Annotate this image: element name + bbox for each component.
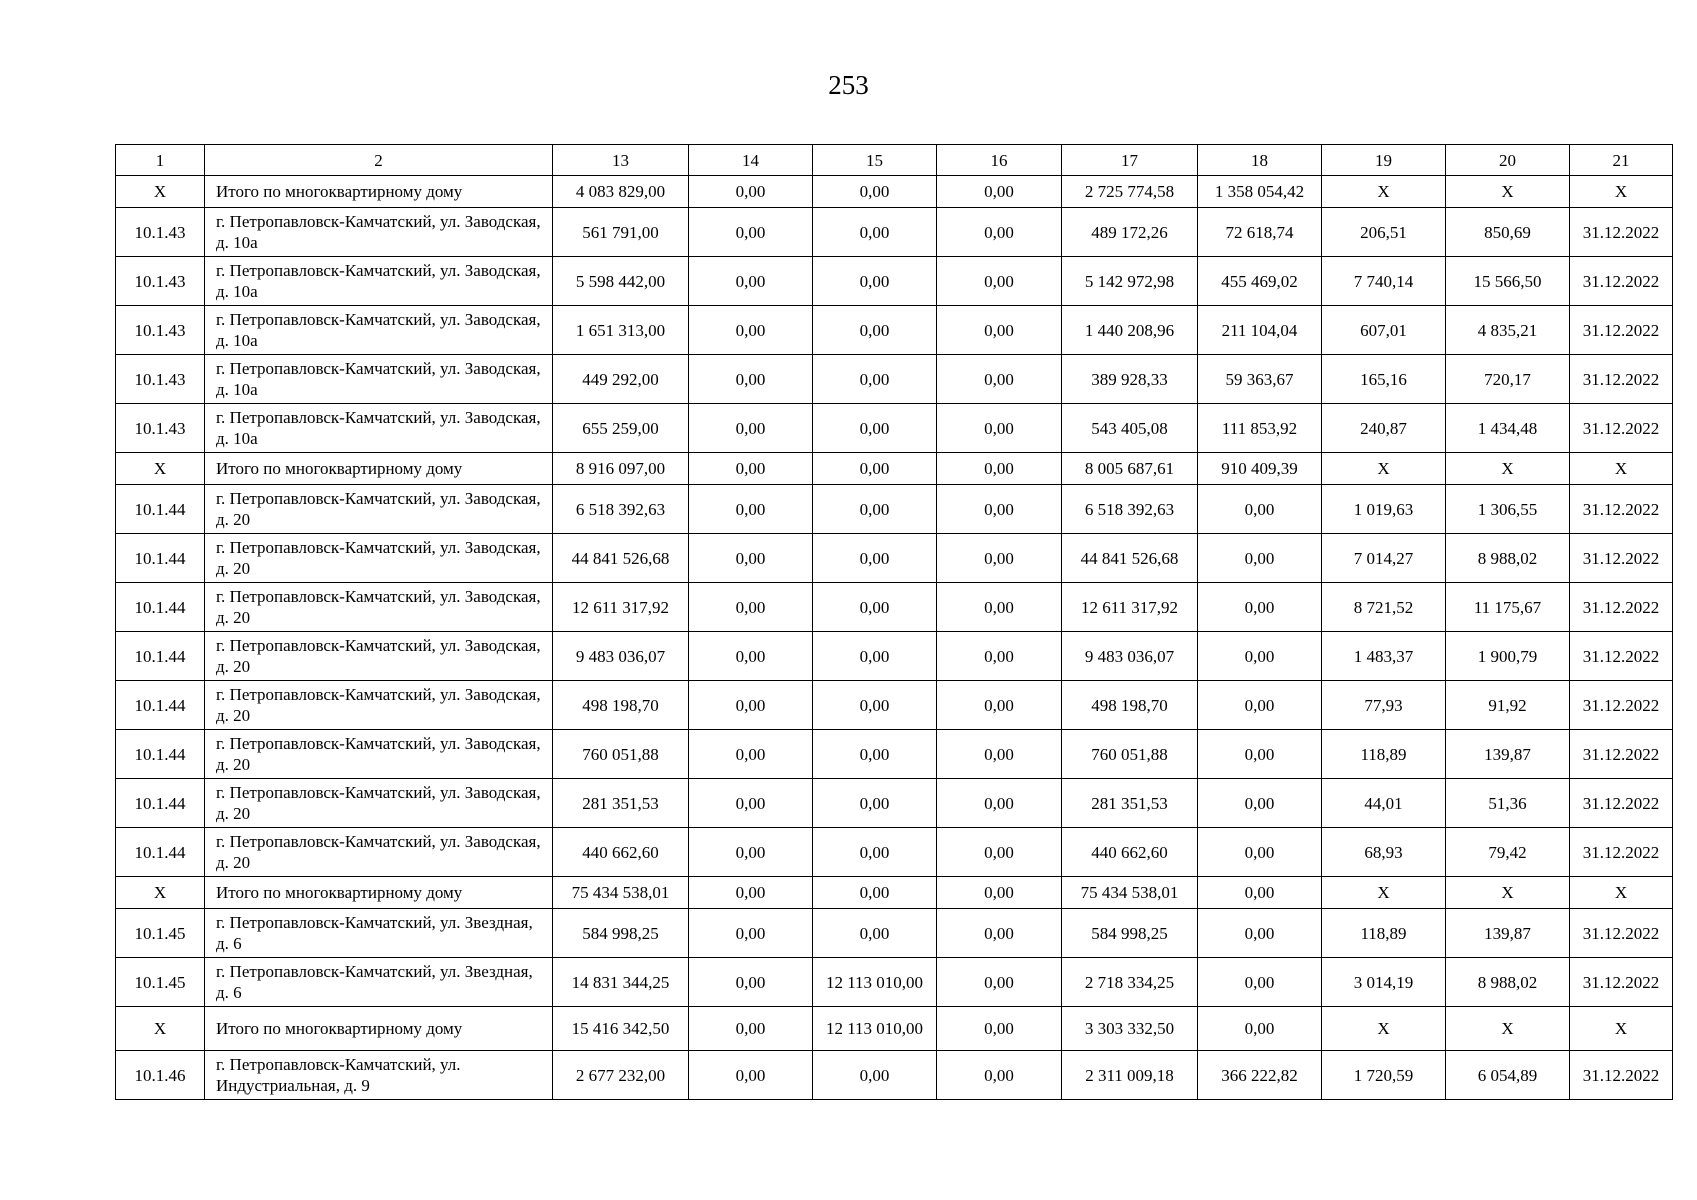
cell-col-17: 1 440 208,96 [1062,306,1198,355]
cell-col-16: 0,00 [937,779,1062,828]
cell-col-19: 7 740,14 [1322,257,1446,306]
cell-col-15: 0,00 [813,583,937,632]
header-cell-col-13: 13 [553,145,689,176]
cell-col-15: 0,00 [813,355,937,404]
cell-col-number: 10.1.44 [116,485,205,534]
cell-col-address: г. Петропавловск-Камчатский, ул. Заводская, д. 20 [205,632,553,681]
cell-col-14: 0,00 [689,176,813,208]
table-row [116,534,1673,583]
cell-col-14: 0,00 [689,730,813,779]
cell-col-21: 31.12.2022 [1570,257,1673,306]
cell-col-18: 0,00 [1198,583,1322,632]
cell-col-20: 1 306,55 [1446,485,1570,534]
cell-col-17: 760 051,88 [1062,730,1198,779]
header-cell-col-20: 20 [1446,145,1570,176]
cell-col-19: 165,16 [1322,355,1446,404]
cell-col-15: 0,00 [813,534,937,583]
cell-col-16: 0,00 [937,534,1062,583]
cell-col-number: 10.1.45 [116,909,205,958]
table-row [116,632,1673,681]
cell-col-18: 0,00 [1198,681,1322,730]
cell-col-20: 4 835,21 [1446,306,1570,355]
cell-col-14: 0,00 [689,909,813,958]
cell-col-18: 211 104,04 [1198,306,1322,355]
cell-col-address: Итого по многоквартирному дому [205,877,553,909]
total-row [116,453,1673,485]
cell-col-14: 0,00 [689,453,813,485]
cell-col-number: 10.1.46 [116,1051,205,1100]
cell-col-14: 0,00 [689,1007,813,1051]
table-row [116,404,1673,453]
total-row [116,176,1673,208]
cell-col-15: 0,00 [813,681,937,730]
cell-col-13: 760 051,88 [553,730,689,779]
cell-col-15: 12 113 010,00 [813,1007,937,1051]
cell-col-number: 10.1.44 [116,681,205,730]
cell-col-number: 10.1.44 [116,828,205,877]
cell-col-18: 0,00 [1198,1007,1322,1051]
cell-col-14: 0,00 [689,877,813,909]
cell-col-18: 0,00 [1198,485,1322,534]
cell-col-15: 0,00 [813,257,937,306]
cell-col-20: 79,42 [1446,828,1570,877]
cell-col-number: 10.1.45 [116,958,205,1007]
cell-col-19: 77,93 [1322,681,1446,730]
cell-col-13: 655 259,00 [553,404,689,453]
cell-col-16: 0,00 [937,355,1062,404]
cell-col-19: 118,89 [1322,909,1446,958]
cell-col-19: 1 720,59 [1322,1051,1446,1100]
header-row [116,145,1673,176]
cell-col-19: 1 019,63 [1322,485,1446,534]
cell-col-address: г. Петропавловск-Камчатский, ул. Заводская, д. 10а [205,208,553,257]
header-cell-col-15: 15 [813,145,937,176]
cell-col-17: 440 662,60 [1062,828,1198,877]
cell-col-14: 0,00 [689,779,813,828]
cell-col-20: 8 988,02 [1446,534,1570,583]
cell-col-17: 498 198,70 [1062,681,1198,730]
cell-col-14: 0,00 [689,958,813,1007]
cell-col-21: 31.12.2022 [1570,909,1673,958]
cell-col-13: 1 651 313,00 [553,306,689,355]
table-row [116,909,1673,958]
header-cell-col-19: 19 [1322,145,1446,176]
cell-col-address: г. Петропавловск-Камчатский, ул. Заводская, д. 20 [205,583,553,632]
cell-col-13: 440 662,60 [553,828,689,877]
cell-col-15: 0,00 [813,779,937,828]
table-row [116,257,1673,306]
cell-col-21: 31.12.2022 [1570,404,1673,453]
total-row [116,877,1673,909]
cell-col-21: 31.12.2022 [1570,485,1673,534]
cell-col-19: 240,87 [1322,404,1446,453]
cell-col-20: Х [1446,176,1570,208]
cell-col-15: 0,00 [813,632,937,681]
cell-col-15: 0,00 [813,730,937,779]
cell-col-21: 31.12.2022 [1570,583,1673,632]
cell-col-address: г. Петропавловск-Камчатский, ул. Звездная, д. 6 [205,958,553,1007]
cell-col-number: Х [116,1007,205,1051]
table-row [116,730,1673,779]
cell-col-16: 0,00 [937,909,1062,958]
cell-col-18: 1 358 054,42 [1198,176,1322,208]
table-row [116,958,1673,1007]
header-cell-col-17: 17 [1062,145,1198,176]
cell-col-20: 720,17 [1446,355,1570,404]
cell-col-17: 3 303 332,50 [1062,1007,1198,1051]
cell-col-16: 0,00 [937,306,1062,355]
cell-col-17: 8 005 687,61 [1062,453,1198,485]
cell-col-20: 51,36 [1446,779,1570,828]
cell-col-14: 0,00 [689,534,813,583]
cell-col-20: Х [1446,1007,1570,1051]
cell-col-address: г. Петропавловск-Камчатский, ул. Заводская, д. 20 [205,828,553,877]
cell-col-19: 118,89 [1322,730,1446,779]
header-cell-col-address: 2 [205,145,553,176]
cell-col-18: 366 222,82 [1198,1051,1322,1100]
cell-col-15: 0,00 [813,909,937,958]
header-cell-col-21: 21 [1570,145,1673,176]
cell-col-18: 0,00 [1198,958,1322,1007]
cell-col-17: 2 718 334,25 [1062,958,1198,1007]
cell-col-19: Х [1322,1007,1446,1051]
cell-col-17: 2 725 774,58 [1062,176,1198,208]
cell-col-15: 12 113 010,00 [813,958,937,1007]
cell-col-13: 14 831 344,25 [553,958,689,1007]
cell-col-20: 8 988,02 [1446,958,1570,1007]
header-cell-col-18: 18 [1198,145,1322,176]
cell-col-21: 31.12.2022 [1570,306,1673,355]
cell-col-21: 31.12.2022 [1570,730,1673,779]
cell-col-address: Итого по многоквартирному дому [205,176,553,208]
cell-col-21: 31.12.2022 [1570,1051,1673,1100]
cell-col-number: Х [116,877,205,909]
cell-col-number: 10.1.43 [116,208,205,257]
cell-col-19: 3 014,19 [1322,958,1446,1007]
table-row [116,306,1673,355]
table-row [116,485,1673,534]
cell-col-19: 7 014,27 [1322,534,1446,583]
cell-col-number: 10.1.44 [116,632,205,681]
cell-col-17: 281 351,53 [1062,779,1198,828]
cell-col-15: 0,00 [813,877,937,909]
cell-col-18: 0,00 [1198,779,1322,828]
cell-col-17: 543 405,08 [1062,404,1198,453]
cell-col-number: 10.1.43 [116,306,205,355]
cell-col-20: 850,69 [1446,208,1570,257]
cell-col-15: 0,00 [813,306,937,355]
cell-col-13: 449 292,00 [553,355,689,404]
cell-col-16: 0,00 [937,176,1062,208]
cell-col-21: Х [1570,1007,1673,1051]
cell-col-13: 44 841 526,68 [553,534,689,583]
cell-col-18: 0,00 [1198,534,1322,583]
cell-col-20: Х [1446,877,1570,909]
cell-col-number: 10.1.43 [116,355,205,404]
cell-col-16: 0,00 [937,257,1062,306]
cell-col-20: 139,87 [1446,730,1570,779]
cell-col-address: Итого по многоквартирному дому [205,1007,553,1051]
cell-col-address: Итого по многоквартирному дому [205,453,553,485]
cell-col-13: 12 611 317,92 [553,583,689,632]
cell-col-13: 584 998,25 [553,909,689,958]
cell-col-address: г. Петропавловск-Камчатский, ул. Заводская, д. 20 [205,485,553,534]
total-row [116,1007,1673,1051]
cell-col-14: 0,00 [689,681,813,730]
cell-col-21: 31.12.2022 [1570,958,1673,1007]
cell-col-19: 1 483,37 [1322,632,1446,681]
cell-col-address: г. Петропавловск-Камчатский, ул. Заводская, д. 20 [205,730,553,779]
cell-col-16: 0,00 [937,681,1062,730]
cell-col-21: 31.12.2022 [1570,828,1673,877]
cell-col-17: 584 998,25 [1062,909,1198,958]
cell-col-address: г. Петропавловск-Камчатский, ул. Заводская, д. 20 [205,534,553,583]
cell-col-address: г. Петропавловск-Камчатский, ул. Индустриальная, д. 9 [205,1051,553,1100]
cell-col-16: 0,00 [937,1007,1062,1051]
cell-col-19: 8 721,52 [1322,583,1446,632]
cell-col-17: 389 928,33 [1062,355,1198,404]
header-cell-col-16: 16 [937,145,1062,176]
cell-col-16: 0,00 [937,453,1062,485]
cell-col-17: 9 483 036,07 [1062,632,1198,681]
cell-col-21: 31.12.2022 [1570,355,1673,404]
cell-col-13: 561 791,00 [553,208,689,257]
cell-col-18: 0,00 [1198,730,1322,779]
cell-col-number: 10.1.44 [116,730,205,779]
cell-col-address: г. Петропавловск-Камчатский, ул. Звездная, д. 6 [205,909,553,958]
table-row [116,355,1673,404]
cell-col-16: 0,00 [937,404,1062,453]
cell-col-20: 1 900,79 [1446,632,1570,681]
cell-col-20: 15 566,50 [1446,257,1570,306]
cell-col-14: 0,00 [689,257,813,306]
cell-col-21: 31.12.2022 [1570,534,1673,583]
cell-col-20: Х [1446,453,1570,485]
cell-col-16: 0,00 [937,958,1062,1007]
cell-col-14: 0,00 [689,632,813,681]
cell-col-16: 0,00 [937,208,1062,257]
cell-col-address: г. Петропавловск-Камчатский, ул. Заводская, д. 20 [205,779,553,828]
cell-col-13: 5 598 442,00 [553,257,689,306]
cell-col-15: 0,00 [813,208,937,257]
data-table [115,144,1673,1100]
cell-col-17: 75 434 538,01 [1062,877,1198,909]
table-row [116,1051,1673,1100]
cell-col-21: Х [1570,453,1673,485]
cell-col-20: 6 054,89 [1446,1051,1570,1100]
cell-col-15: 0,00 [813,828,937,877]
cell-col-17: 6 518 392,63 [1062,485,1198,534]
cell-col-19: 68,93 [1322,828,1446,877]
cell-col-21: 31.12.2022 [1570,681,1673,730]
cell-col-21: Х [1570,877,1673,909]
cell-col-19: 607,01 [1322,306,1446,355]
cell-col-number: 10.1.44 [116,534,205,583]
cell-col-18: 59 363,67 [1198,355,1322,404]
cell-col-13: 2 677 232,00 [553,1051,689,1100]
cell-col-18: 72 618,74 [1198,208,1322,257]
cell-col-14: 0,00 [689,306,813,355]
cell-col-13: 281 351,53 [553,779,689,828]
cell-col-13: 6 518 392,63 [553,485,689,534]
cell-col-20: 11 175,67 [1446,583,1570,632]
cell-col-16: 0,00 [937,730,1062,779]
cell-col-17: 489 172,26 [1062,208,1198,257]
cell-col-13: 4 083 829,00 [553,176,689,208]
cell-col-19: Х [1322,176,1446,208]
table-row [116,681,1673,730]
cell-col-19: Х [1322,453,1446,485]
cell-col-21: 31.12.2022 [1570,632,1673,681]
cell-col-address: г. Петропавловск-Камчатский, ул. Заводская, д. 20 [205,681,553,730]
cell-col-number: 10.1.44 [116,583,205,632]
cell-col-19: Х [1322,877,1446,909]
cell-col-20: 139,87 [1446,909,1570,958]
cell-col-21: 31.12.2022 [1570,779,1673,828]
cell-col-17: 12 611 317,92 [1062,583,1198,632]
cell-col-16: 0,00 [937,877,1062,909]
cell-col-14: 0,00 [689,404,813,453]
cell-col-address: г. Петропавловск-Камчатский, ул. Заводская, д. 10а [205,257,553,306]
cell-col-16: 0,00 [937,632,1062,681]
table-row [116,583,1673,632]
cell-col-13: 8 916 097,00 [553,453,689,485]
cell-col-number: Х [116,453,205,485]
cell-col-number: 10.1.43 [116,257,205,306]
cell-col-16: 0,00 [937,828,1062,877]
table-row [116,779,1673,828]
cell-col-15: 0,00 [813,176,937,208]
cell-col-18: 455 469,02 [1198,257,1322,306]
cell-col-17: 5 142 972,98 [1062,257,1198,306]
cell-col-18: 0,00 [1198,632,1322,681]
cell-col-17: 2 311 009,18 [1062,1051,1198,1100]
cell-col-14: 0,00 [689,208,813,257]
cell-col-14: 0,00 [689,1051,813,1100]
cell-col-18: 111 853,92 [1198,404,1322,453]
page-number: 253 [828,70,869,100]
cell-col-18: 0,00 [1198,828,1322,877]
cell-col-16: 0,00 [937,485,1062,534]
cell-col-address: г. Петропавловск-Камчатский, ул. Заводская, д. 10а [205,355,553,404]
cell-col-14: 0,00 [689,355,813,404]
cell-col-number: Х [116,176,205,208]
cell-col-21: 31.12.2022 [1570,208,1673,257]
cell-col-15: 0,00 [813,404,937,453]
cell-col-15: 0,00 [813,453,937,485]
cell-col-18: 0,00 [1198,877,1322,909]
cell-col-20: 1 434,48 [1446,404,1570,453]
cell-col-13: 498 198,70 [553,681,689,730]
cell-col-16: 0,00 [937,1051,1062,1100]
cell-col-number: 10.1.43 [116,404,205,453]
cell-col-18: 910 409,39 [1198,453,1322,485]
header-cell-col-number: 1 [116,145,205,176]
cell-col-14: 0,00 [689,583,813,632]
cell-col-address: г. Петропавловск-Камчатский, ул. Заводская, д. 10а [205,306,553,355]
cell-col-14: 0,00 [689,828,813,877]
cell-col-20: 91,92 [1446,681,1570,730]
cell-col-15: 0,00 [813,1051,937,1100]
cell-col-number: 10.1.44 [116,779,205,828]
cell-col-19: 44,01 [1322,779,1446,828]
cell-col-13: 15 416 342,50 [553,1007,689,1051]
cell-col-14: 0,00 [689,485,813,534]
cell-col-16: 0,00 [937,583,1062,632]
cell-col-17: 44 841 526,68 [1062,534,1198,583]
cell-col-21: Х [1570,176,1673,208]
cell-col-19: 206,51 [1322,208,1446,257]
cell-col-18: 0,00 [1198,909,1322,958]
cell-col-13: 9 483 036,07 [553,632,689,681]
table-row [116,828,1673,877]
cell-col-15: 0,00 [813,485,937,534]
header-cell-col-14: 14 [689,145,813,176]
cell-col-13: 75 434 538,01 [553,877,689,909]
cell-col-address: г. Петропавловск-Камчатский, ул. Заводская, д. 10а [205,404,553,453]
table-row [116,208,1673,257]
